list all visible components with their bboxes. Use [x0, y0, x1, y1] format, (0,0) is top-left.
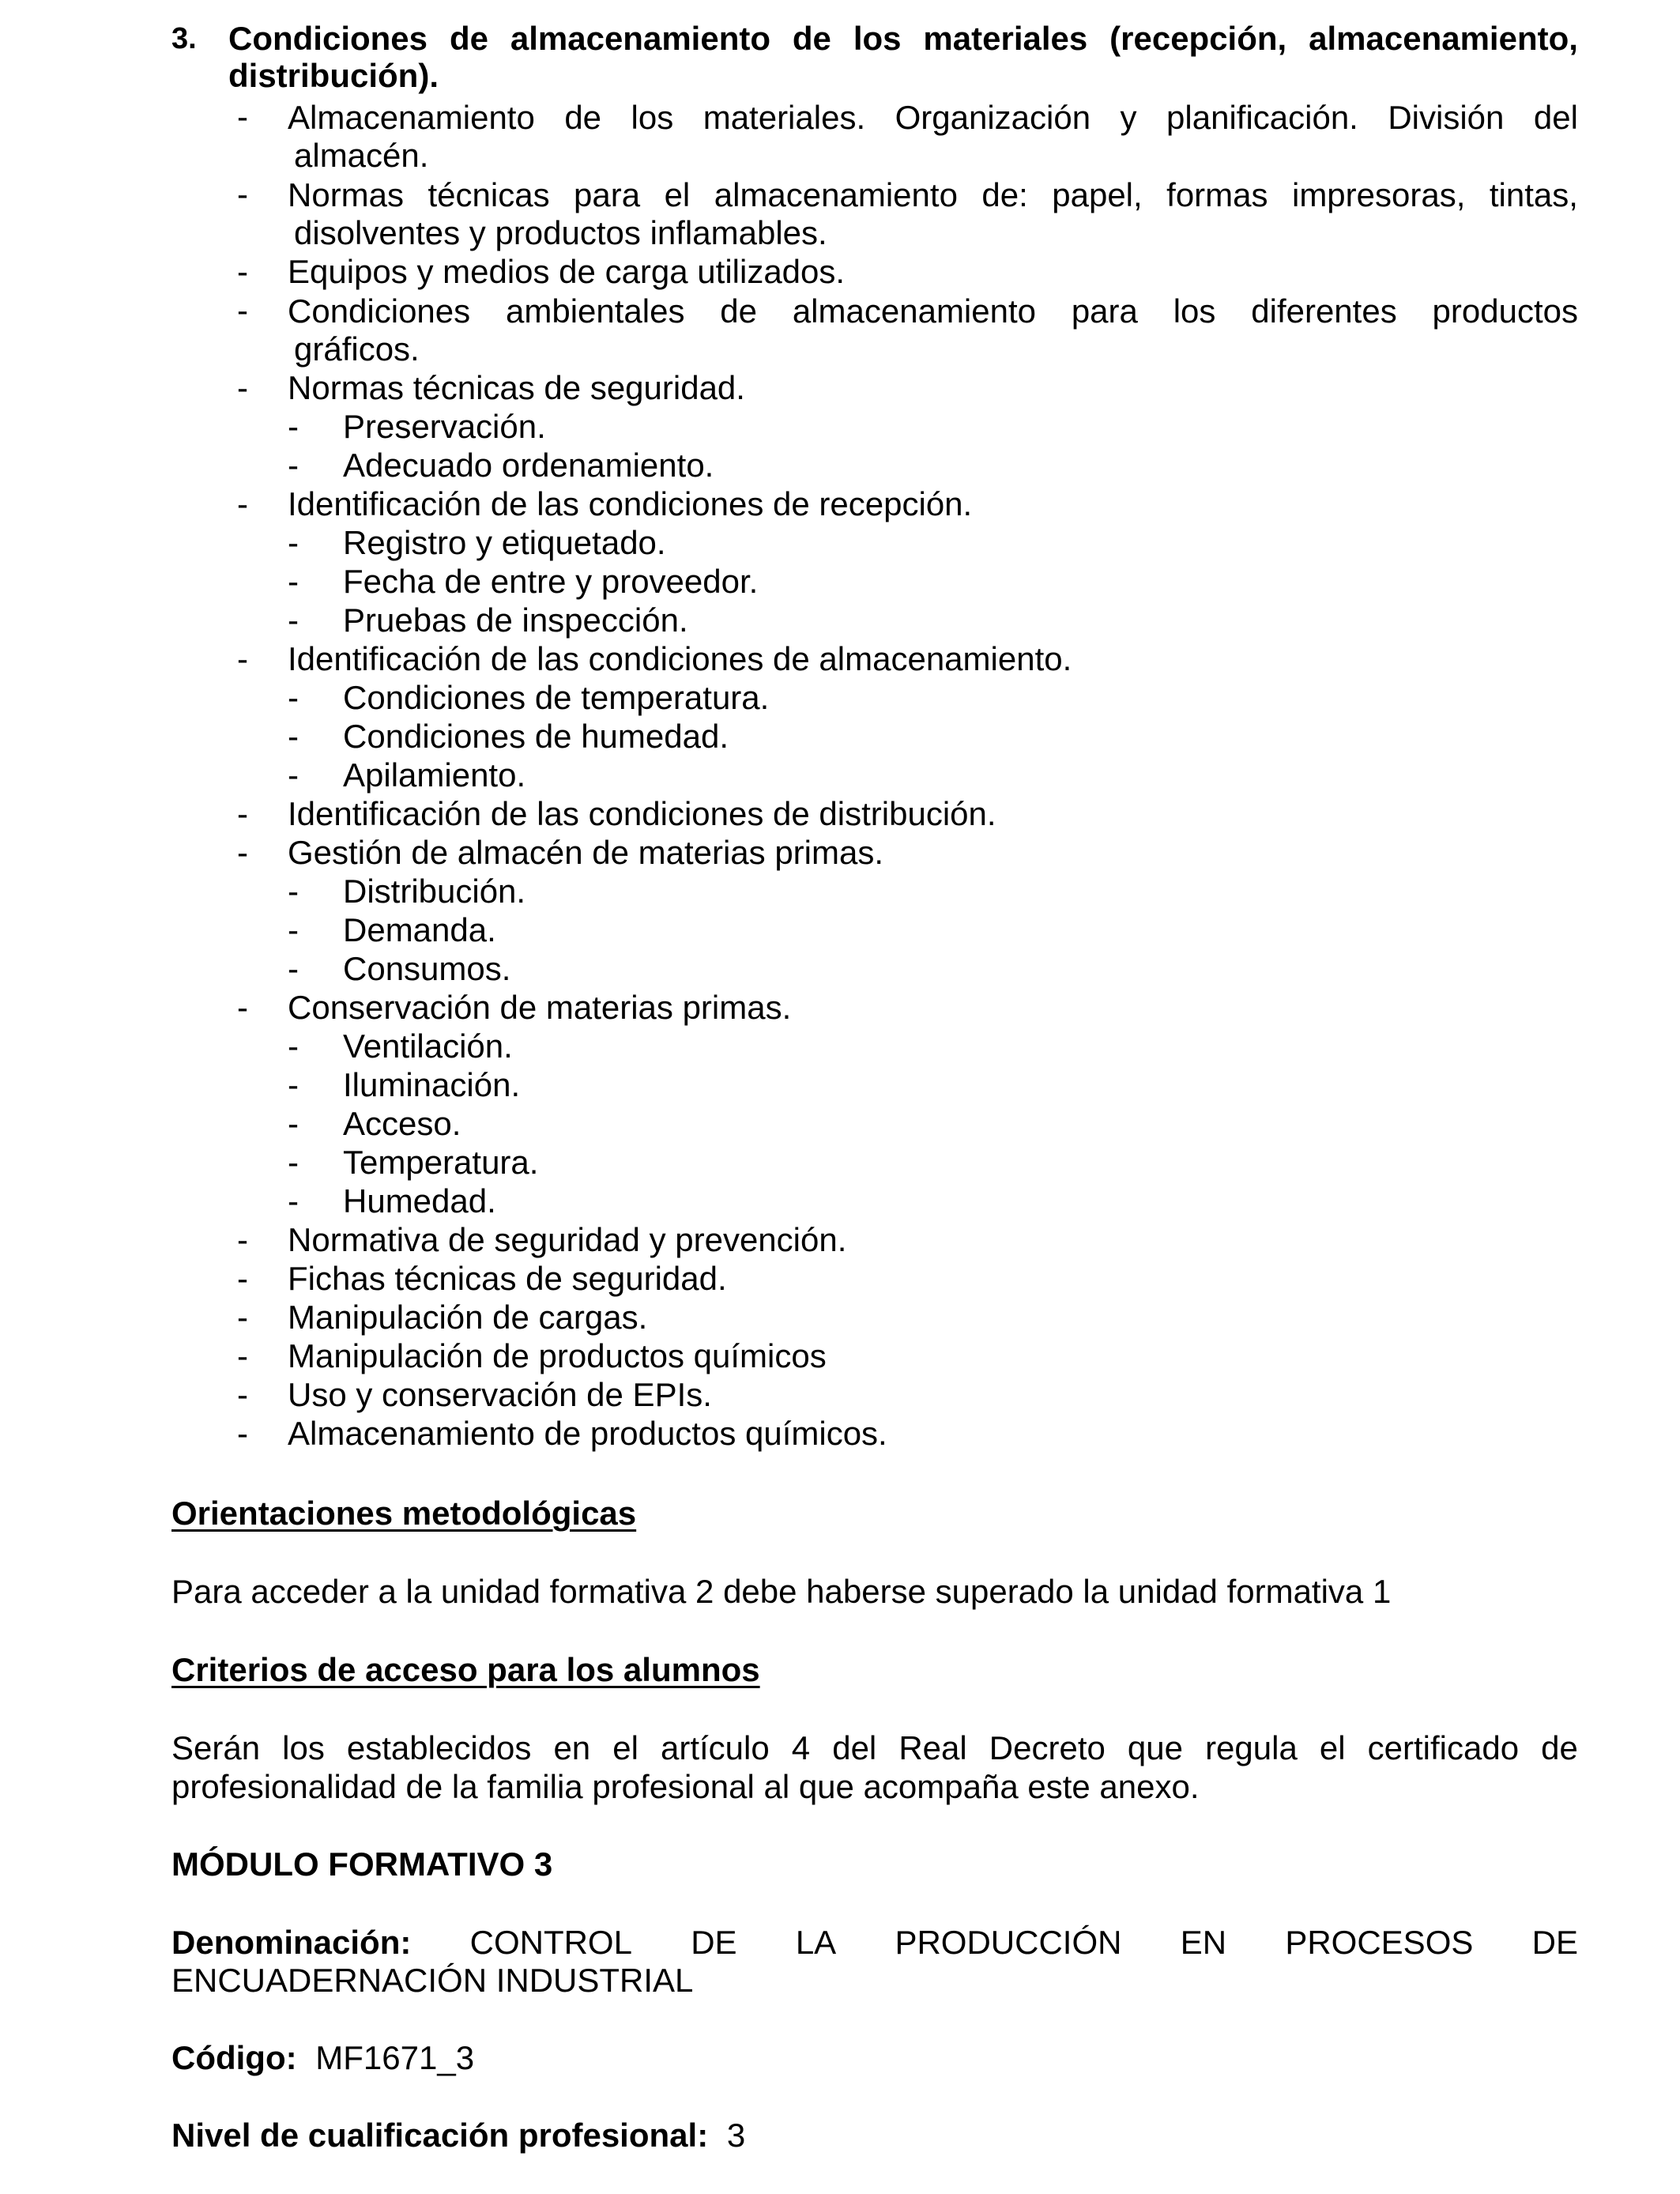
- word: para: [1071, 292, 1138, 330]
- orientaciones-heading: Orientaciones metodológicas: [171, 1495, 637, 1532]
- list-bullet-dash: -: [237, 1337, 248, 1374]
- word: impresoras,: [1291, 176, 1466, 213]
- word: los: [282, 1729, 325, 1766]
- word: Normas: [288, 176, 405, 213]
- sub-list-item: Registro y etiquetado.: [343, 524, 666, 561]
- word: que: [1127, 1729, 1183, 1766]
- denominacion-word: EN: [1180, 1924, 1227, 1961]
- word: tintas,: [1489, 176, 1578, 213]
- sub-list-item: Condiciones de humedad.: [343, 718, 729, 755]
- codigo-row: [171, 2039, 474, 2077]
- word: División: [1388, 99, 1505, 136]
- sub-list-item: Apilamiento.: [343, 756, 526, 794]
- denominacion-word: DE: [691, 1924, 737, 1961]
- list-item: Conservación de materias primas.: [288, 989, 792, 1026]
- word: Serán: [171, 1729, 261, 1766]
- word: Condiciones: [228, 20, 428, 57]
- sub-list-bullet-dash: -: [288, 1182, 299, 1220]
- criterios-paragraph: [171, 1728, 1578, 1767]
- word: Almacenamiento: [288, 99, 535, 136]
- word: de: [792, 20, 831, 57]
- orientaciones-text: Para acceder a la unidad formativa 2 debe haberse superado la unidad formativa 1: [171, 1573, 1392, 1610]
- criterios-heading: Criterios de acceso para los alumnos: [171, 1651, 760, 1688]
- list-item: Almacenamiento de productos químicos.: [288, 1415, 887, 1452]
- list-bullet-dash: -: [237, 175, 248, 213]
- list-bullet-dash: -: [237, 640, 248, 677]
- criterios-line2: profesionalidad de la familia profesional al que acompaña este anexo.: [171, 1768, 1200, 1805]
- word: papel,: [1052, 176, 1143, 213]
- word: certificado: [1367, 1729, 1520, 1766]
- denominacion-word: PROCESOS: [1285, 1924, 1474, 1961]
- word: planificación.: [1166, 99, 1358, 136]
- word: los: [853, 20, 902, 57]
- word: de: [449, 20, 488, 57]
- word: de:: [981, 176, 1028, 213]
- word: formas: [1166, 176, 1268, 213]
- sub-list-bullet-dash: -: [288, 756, 299, 794]
- sub-list-bullet-dash: -: [288, 911, 299, 948]
- sub-list-item: Iluminación.: [343, 1066, 521, 1103]
- sub-list-bullet-dash: -: [288, 1066, 299, 1103]
- list-item-label: [288, 292, 1578, 330]
- sub-list-bullet-dash: -: [288, 408, 299, 445]
- denominacion-line2: ENCUADERNACIÓN INDUSTRIAL: [171, 1962, 694, 1999]
- nivel-value: 3: [726, 2117, 746, 2154]
- denominacion-word: DE: [1531, 1924, 1578, 1961]
- word: Organización: [895, 99, 1091, 136]
- list-item: Manipulación de productos químicos: [288, 1337, 827, 1374]
- word: los: [1173, 292, 1216, 330]
- sub-list-item: Preservación.: [343, 408, 546, 445]
- section-number: 3.: [171, 22, 197, 55]
- word: Real: [898, 1729, 967, 1766]
- list-item: Gestión de almacén de materias primas.: [288, 834, 884, 871]
- word: el: [612, 1729, 638, 1766]
- list-item: Fichas técnicas de seguridad.: [288, 1260, 727, 1297]
- word: almacenamiento: [510, 20, 770, 57]
- list-item: [288, 292, 1578, 330]
- sub-list-item: Distribución.: [343, 873, 526, 910]
- sub-list-item: Ventilación.: [343, 1027, 513, 1065]
- list-bullet-dash: -: [237, 485, 248, 522]
- word: para: [574, 176, 641, 213]
- list-bullet-dash: -: [237, 1415, 248, 1452]
- word: 4: [791, 1729, 811, 1766]
- word: de: [720, 292, 757, 330]
- list-item: Manipulación de cargas.: [288, 1299, 648, 1336]
- sub-list-item: Pruebas de inspección.: [343, 601, 688, 639]
- list-bullet-dash: -: [237, 1221, 248, 1258]
- word: técnicas: [428, 176, 550, 213]
- sub-list-bullet-dash: -: [288, 563, 299, 600]
- word: productos: [1432, 292, 1578, 330]
- word: de: [564, 99, 602, 136]
- list-bullet-dash: -: [237, 989, 248, 1026]
- section-title-line1: [228, 19, 1578, 58]
- denominacion-paragraph: [171, 1923, 1578, 1962]
- list-bullet-dash: -: [237, 834, 248, 871]
- list-bullet-dash: -: [237, 253, 248, 290]
- word: y: [1120, 99, 1137, 136]
- sub-list-item: Demanda.: [343, 911, 496, 948]
- sub-list-bullet-dash: -: [288, 524, 299, 561]
- word: Condiciones: [288, 292, 471, 330]
- denominacion-label: Denominación:: [171, 1924, 412, 1961]
- list-bullet-dash: -: [237, 369, 248, 406]
- list-item-continuation: almacén.: [294, 137, 429, 174]
- sub-list-bullet-dash: -: [288, 873, 299, 910]
- list-item: Normativa de seguridad y prevención.: [288, 1221, 847, 1258]
- codigo-value: MF1671_3: [315, 2039, 475, 2076]
- word: artículo: [661, 1729, 770, 1766]
- nivel-label: Nivel de cualificación profesional:: [171, 2117, 709, 2154]
- list-bullet-dash: -: [237, 98, 248, 135]
- section-title: [228, 19, 1578, 58]
- sub-list-bullet-dash: -: [288, 679, 299, 716]
- word: el: [1319, 1729, 1346, 1766]
- word: almacenamiento: [714, 176, 958, 213]
- list-item: Uso y conservación de EPIs.: [288, 1376, 712, 1413]
- list-item-label: [288, 98, 1578, 137]
- sub-list-bullet-dash: -: [288, 950, 299, 987]
- sub-list-bullet-dash: -: [288, 718, 299, 755]
- word: Decreto: [989, 1729, 1106, 1766]
- word: los: [631, 99, 674, 136]
- word: el: [664, 176, 691, 213]
- nivel-row: [171, 2117, 745, 2154]
- sub-list-item: Adecuado ordenamiento.: [343, 447, 714, 484]
- sub-list-bullet-dash: -: [288, 1027, 299, 1065]
- list-item-continuation: disolventes y productos inflamables.: [294, 214, 827, 251]
- sub-list-bullet-dash: -: [288, 1144, 299, 1181]
- sub-list-bullet-dash: -: [288, 1105, 299, 1142]
- word: de: [1541, 1729, 1578, 1766]
- sub-list-item: Acceso.: [343, 1105, 461, 1142]
- codigo-label: Código:: [171, 2039, 297, 2076]
- sub-list-bullet-dash: -: [288, 601, 299, 639]
- word: almacenamiento: [792, 292, 1036, 330]
- list-bullet-dash: -: [237, 795, 248, 832]
- denominacion-line1: [171, 1923, 1578, 1962]
- denominacion-word: PRODUCCIÓN: [895, 1924, 1122, 1961]
- sub-list-bullet-dash: -: [288, 447, 299, 484]
- list-item-label: [288, 175, 1578, 214]
- sub-list-item: Temperatura.: [343, 1144, 539, 1181]
- list-bullet-dash: -: [237, 1299, 248, 1336]
- list-item: Identificación de las condiciones de almacenamiento.: [288, 640, 1072, 677]
- list-item: Identificación de las condiciones de recepción.: [288, 485, 973, 522]
- sub-list-item: Humedad.: [343, 1182, 496, 1220]
- list-item: Identificación de las condiciones de distribución.: [288, 795, 996, 832]
- list-bullet-dash: -: [237, 1376, 248, 1413]
- list-bullet-dash: -: [237, 1260, 248, 1297]
- modulo-heading: MÓDULO FORMATIVO 3: [171, 1845, 553, 1883]
- denominacion-word: CONTROL: [469, 1924, 632, 1961]
- word: establecidos: [346, 1729, 532, 1766]
- denominacion-word: LA: [795, 1924, 837, 1961]
- section-title-line2: distribución).: [228, 57, 439, 94]
- list-item: [288, 175, 1578, 214]
- word: materiales: [923, 20, 1088, 57]
- word: diferentes: [1251, 292, 1397, 330]
- sub-list-item: Condiciones de temperatura.: [343, 679, 770, 716]
- word: en: [553, 1729, 591, 1766]
- word: materiales.: [703, 99, 866, 136]
- sub-list-item: Fecha de entre y proveedor.: [343, 563, 759, 600]
- word: del: [832, 1729, 877, 1766]
- list-item: Equipos y medios de carga utilizados.: [288, 253, 846, 290]
- word: (recepción,: [1109, 20, 1287, 57]
- word: del: [1533, 99, 1578, 136]
- sub-list-item: Consumos.: [343, 950, 511, 987]
- list-bullet-dash: -: [237, 292, 248, 329]
- list-item: Normas técnicas de seguridad.: [288, 369, 745, 406]
- list-item: [288, 98, 1578, 137]
- list-item-continuation: gráficos.: [294, 330, 420, 368]
- word: ambientales: [505, 292, 685, 330]
- criterios-line1: [171, 1728, 1578, 1767]
- word: regula: [1205, 1729, 1298, 1766]
- word: almacenamiento,: [1309, 20, 1578, 57]
